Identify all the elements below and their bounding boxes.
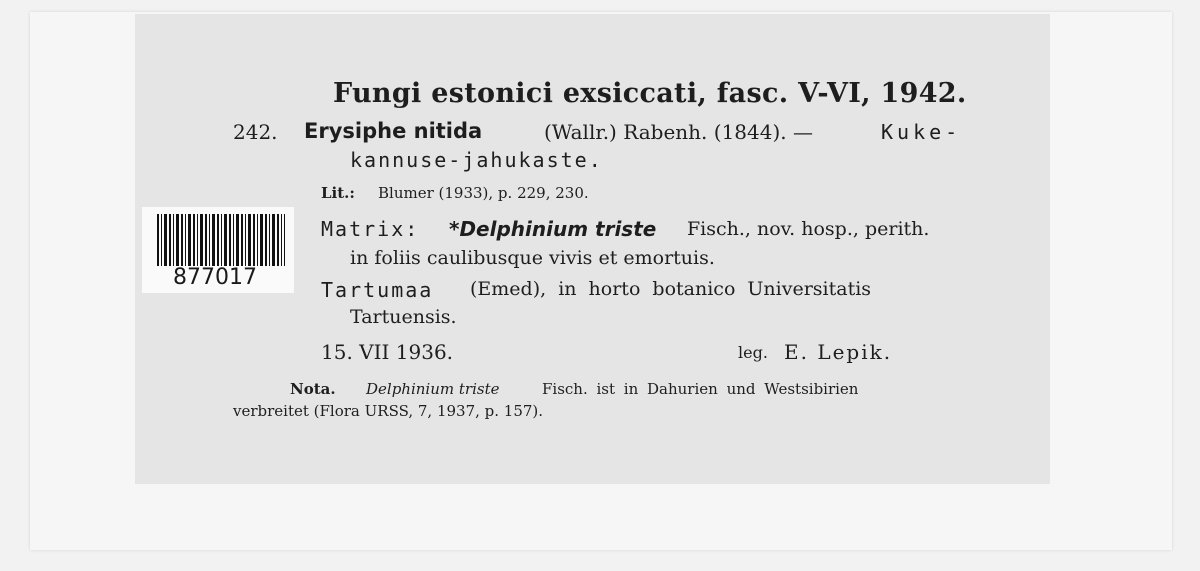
label-title: Fungi estonici exsiccati, fasc. V-VI, 1942.: [333, 78, 967, 109]
note-text: Fisch. ist in Dahurien und Westsibirien: [542, 380, 859, 398]
note-label: Nota.: [290, 380, 336, 398]
locality-details: (Emed), in horto botanico Universitatis: [470, 278, 872, 300]
locality-details-line2: Tartuensis.: [350, 306, 457, 328]
common-name-line2: kannuse-jahukaste.: [350, 148, 603, 172]
locality-region: Tartumaa: [321, 278, 434, 302]
collection-date: 15. VII 1936.: [321, 340, 454, 364]
matrix-details-line2: in foliis caulibusque vivis et emortuis.: [350, 247, 715, 269]
barcode-number: 877017: [173, 265, 257, 290]
collector-name: E. Lepik.: [784, 340, 893, 364]
note-species: Delphinium triste: [366, 380, 500, 398]
literature-text: Blumer (1933), p. 229, 230.: [378, 184, 589, 202]
species-name: Erysiphe nitida: [304, 119, 483, 143]
barcode-icon: [157, 214, 285, 266]
collector-label: leg.: [738, 343, 768, 362]
note-text-line2: verbreitet (Flora URSS, 7, 1937, p. 157).: [233, 402, 544, 420]
matrix-species: *Delphinium triste: [449, 217, 657, 241]
literature-label: Lit.:: [321, 184, 355, 202]
specimen-number: 242.: [233, 120, 278, 144]
matrix-label: Matrix:: [321, 217, 420, 241]
common-name-line1: Kuke-: [881, 120, 962, 144]
matrix-details: Fisch., nov. hosp., perith.: [687, 218, 930, 240]
species-authority: (Wallr.) Rabenh. (1844). —: [544, 120, 813, 144]
